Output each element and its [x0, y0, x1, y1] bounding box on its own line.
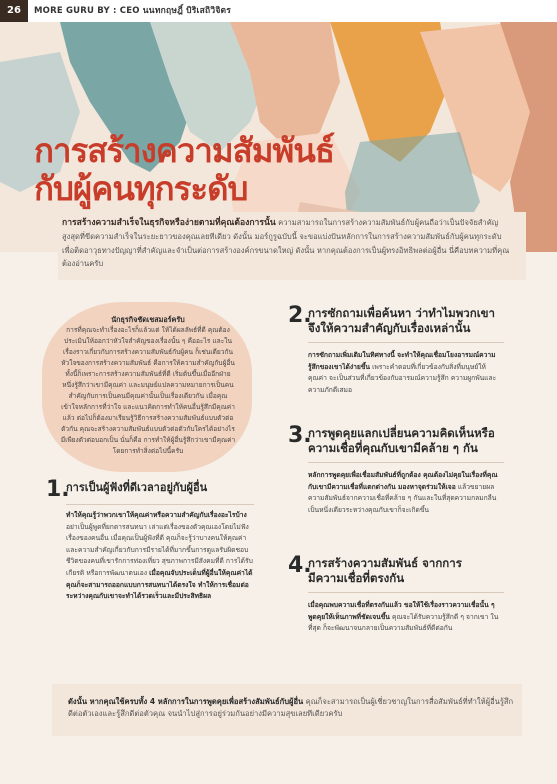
section-3-heading-line-2: ความเชื่อที่คุณกับเขามีคล้าย ๆ กัน	[308, 441, 478, 455]
section-3-heading-line-1: การพูดคุยแลกเปลี่ยนความคิดเห็นหรือ	[308, 426, 495, 440]
section-2-number: 2.	[288, 303, 312, 328]
closing-lead: ดังนั้น หากคุณใช้ครบทั้ง 4 หลักการในการพูดคุยเพื่อสร้างสัมพันธ์กับผู้อื่น	[68, 697, 304, 706]
section-3-text: แล้วขยายผลความสัมพันธ์จากความเชื่อที่คล้าย ๆ กันและในที่สุดความกลมกลืนเป็นหนึ่งเดียวระหว่างคุณกับเขาก็จะเกิดขึ้น	[308, 482, 497, 514]
section-2	[288, 304, 518, 424]
section-3-heading	[308, 426, 495, 456]
article-title	[34, 132, 334, 208]
section-2-body	[308, 350, 504, 396]
section-1-body	[66, 510, 254, 603]
section-4-lead: เมื่อคุณพบความเชื่อที่ตรงกันแล้ว ขอให้ใช้เรื่องราวความเชื่อนั้น ๆ พูดคุยให้เห็นภาพที่ชัดเจนขึ้น	[308, 601, 495, 621]
section-1	[46, 478, 266, 678]
section-4-heading-line-2: มีความเชื่อที่ตรงกัน	[308, 571, 405, 585]
section-4-body	[308, 600, 504, 635]
summary-box-body: การที่คุณจะทำเรื่องอะไรก็แล้วแต่ ให้ได้ผลลัพธ์ที่ดี คุณต้องประเมินให้ออกว่าหัวใจสำคัญของเรื่องนั้น ๆ คืออะไร และในเรื่องราวเกี่ยวกับการสร้างความสัมพันธ์กับผู้คน ก็เช่นเดียวกัน หัวใจของการสร้างความสัมพันธ์ คือการให้ความสำคัญกับผู้อื่น ทั้งนี้ก็เพราะการสร้างความสัมพันธ์ที่ดี เริ่มต้นขึ้นเมื่ออีกฝ่ายหนึ่งรู้สึกว่าเขามีคุณค่า และมนุษย์แปลความหมายการเป็นคนสำคัญกับการเป็นคนมีคุณค่านั้นเป็นเรื่องเดียวกัน เมื่อคุณเข้าใจหลักการที่ว่าใจ และแนวคิดการทำให้คนอื่นรู้สึกมีคุณค่าแล้ว ต่อไปก็ต้องมาเรียนรู้วิธีการสร้างความสัมพันธ์แบบตัวต่อตัวกัน คุณจะสร้างความสัมพันธ์แบบตัวต่อตัวกับใครได้อย่างไรมีเพียงตัวต่อบอกเป็น นั่นก็คือ การทำให้ผู้อื่นรู้สึกว่าเขามีคุณค่า โดยการทำสิ่งต่อไปนี้ครับ	[60, 326, 236, 455]
section-1-heading: การเป็นผู้ฟังที่ดีเวลาอยู่กับผู้อื่น	[66, 481, 208, 494]
section-2-lead: การซักถามเพิ่มเติมในทิศทางนี้ จะทำให้คุณเชื่อมโยงอารมณ์ความรู้สึกของเขาได้ง่ายขึ้น	[308, 351, 496, 371]
section-4-heading-line-1: การสร้างความสัมพันธ์ จากการ	[308, 556, 462, 570]
header-bar	[0, 0, 557, 22]
closing-paragraph	[68, 696, 518, 721]
summary-box-title: นักธุรกิจชัดเชสมอร์ครับ	[111, 315, 185, 324]
section-2-rule	[308, 342, 504, 343]
summary-box-text	[60, 314, 236, 457]
running-title: MORE GURU BY : CEO นนทกฤษฎิ์ บิริเสถิวิจิตร	[34, 6, 232, 16]
section-3-rule	[308, 462, 504, 463]
section-2-heading-line-2: จึงให้ความสำคัญกับเรื่องเหล่านั้น	[308, 321, 471, 335]
section-3-number: 3.	[288, 423, 312, 448]
section-4-heading	[308, 556, 462, 586]
section-1-number: 1.	[46, 477, 70, 502]
section-3-body	[308, 470, 504, 516]
section-4-number: 4.	[288, 553, 312, 578]
section-1-lead: ทำให้คุณรู้ว่าพวกเขาให้คุณค่าหรือความสำคัญกับเรื่องอะไรบ้าง	[66, 511, 247, 519]
section-1-rule	[66, 504, 254, 505]
title-line-2: กับผู้คนทุกระดับ	[34, 169, 248, 208]
section-1-text: อย่าเป็นผู้พูดที่ยกตารสนทนา เล่าแต่เรื่องของตัวคุณเองโดยไม่ฟังเรื่องของคนอื่น เมื่อคุณเป็นผู้ฟังที่ดี คุณก็จะรู้ว่าบางคนให้คุณค่า และความสำคัญเกี่ยวกับการมีรายได้ที่มากขึ้นการดูแลรับผิดชอบชีวิตของคนที่เขารักการท่องเที่ยว สุขภาพการมีสังคมที่ดี การได้รับเกียรติ หรือการพัฒนาตนเอง	[66, 522, 253, 577]
section-1-lead2: เมื่อคุณจับประเด็นที่ผู้อื่นให้คุณค่าได้ คุณก็จะสามารถออกแบบการสนทนาได้ตรงใจ ทำให้การเชื่อมต่อระหว่างคุณกับเขาจะทำได้รวดเร็วและมีประสิทธิผล	[66, 568, 253, 601]
closing-text: คุณก็จะสามารถเป็นผู้เชี่ยวชาญในการสื่อสัมพันธ์ที่ทำให้ผู้อื่นรู้สึกดีต่อตัวเองและรู้สึกดีต่อตัวคุณ จนนำไปสู่การอยู่ร่วมกันอย่างมีความสุขเลยทีเดียวครับ	[68, 697, 514, 719]
section-3-lead: หลักการพูดคุยเพื่อเชื่อมสัมพันธ์ที่ถูกต้อง คุณต้องไม่คุยในเรื่องที่คุณกับเขามีความเชื่อที่แตกต่างกัน มองหาจุดร่วมให้เจอ	[308, 471, 498, 491]
intro-lead: การสร้างความสำเร็จในธุรกิจหรือง่ายตามที่คุณต้องการนั้น	[62, 218, 276, 228]
intro-text: ความสามารถในการสร้างความสัมพันธ์กับผู้คนถือว่าเป็นปัจจัยสำคัญสูงสุดที่ขีดความสำเร็จในระยะยาวของคุณเลยทีเดียว ดังนั้น มอร์กูรูฉบับนี้ จะขอแบ่งปันหลักการในการสร้างความสัมพันธ์กับผู้คนทุกระดับ เพื่อติดอาวุธทางปัญญาที่สำคัญและจำเป็นต่อการสร้างองค์กรขนาดใหญ่ ดังนั้น หากคุณต้องการเป็นผู้ทรงอิทธิพลต่อผู้อื่น นี่คือบทความที่คุณต้องอ่านครับ	[62, 218, 510, 269]
page-number: 26	[0, 0, 28, 22]
section-2-heading	[308, 306, 495, 336]
section-3	[288, 424, 518, 544]
section-2-heading-line-1: การซักถามเพื่อค้นหา ว่าทำไมพวกเขา	[308, 306, 495, 320]
section-4	[288, 554, 518, 674]
intro-paragraph	[62, 216, 512, 271]
title-line-1: การสร้างความสัมพันธ์	[34, 131, 334, 170]
page-footer	[0, 748, 557, 784]
section-2-text: เพราะคำตอบที่เกี่ยวข้องกับสิ่งที่มนุษย์ให้คุณค่า จะเป็นส่วนที่เกี่ยวข้องกับอารมณ์ความรู้สึก ความผูกพันและความภักดีเสมอ	[308, 362, 497, 394]
section-4-text: คุณจะได้รับความรู้สึกดี ๆ จากเขา ในที่สุด ก็จะพัฒนาจนกลายเป็นความสัมพันธ์ที่ดีต่อกัน	[308, 612, 499, 633]
section-4-rule	[308, 592, 504, 593]
